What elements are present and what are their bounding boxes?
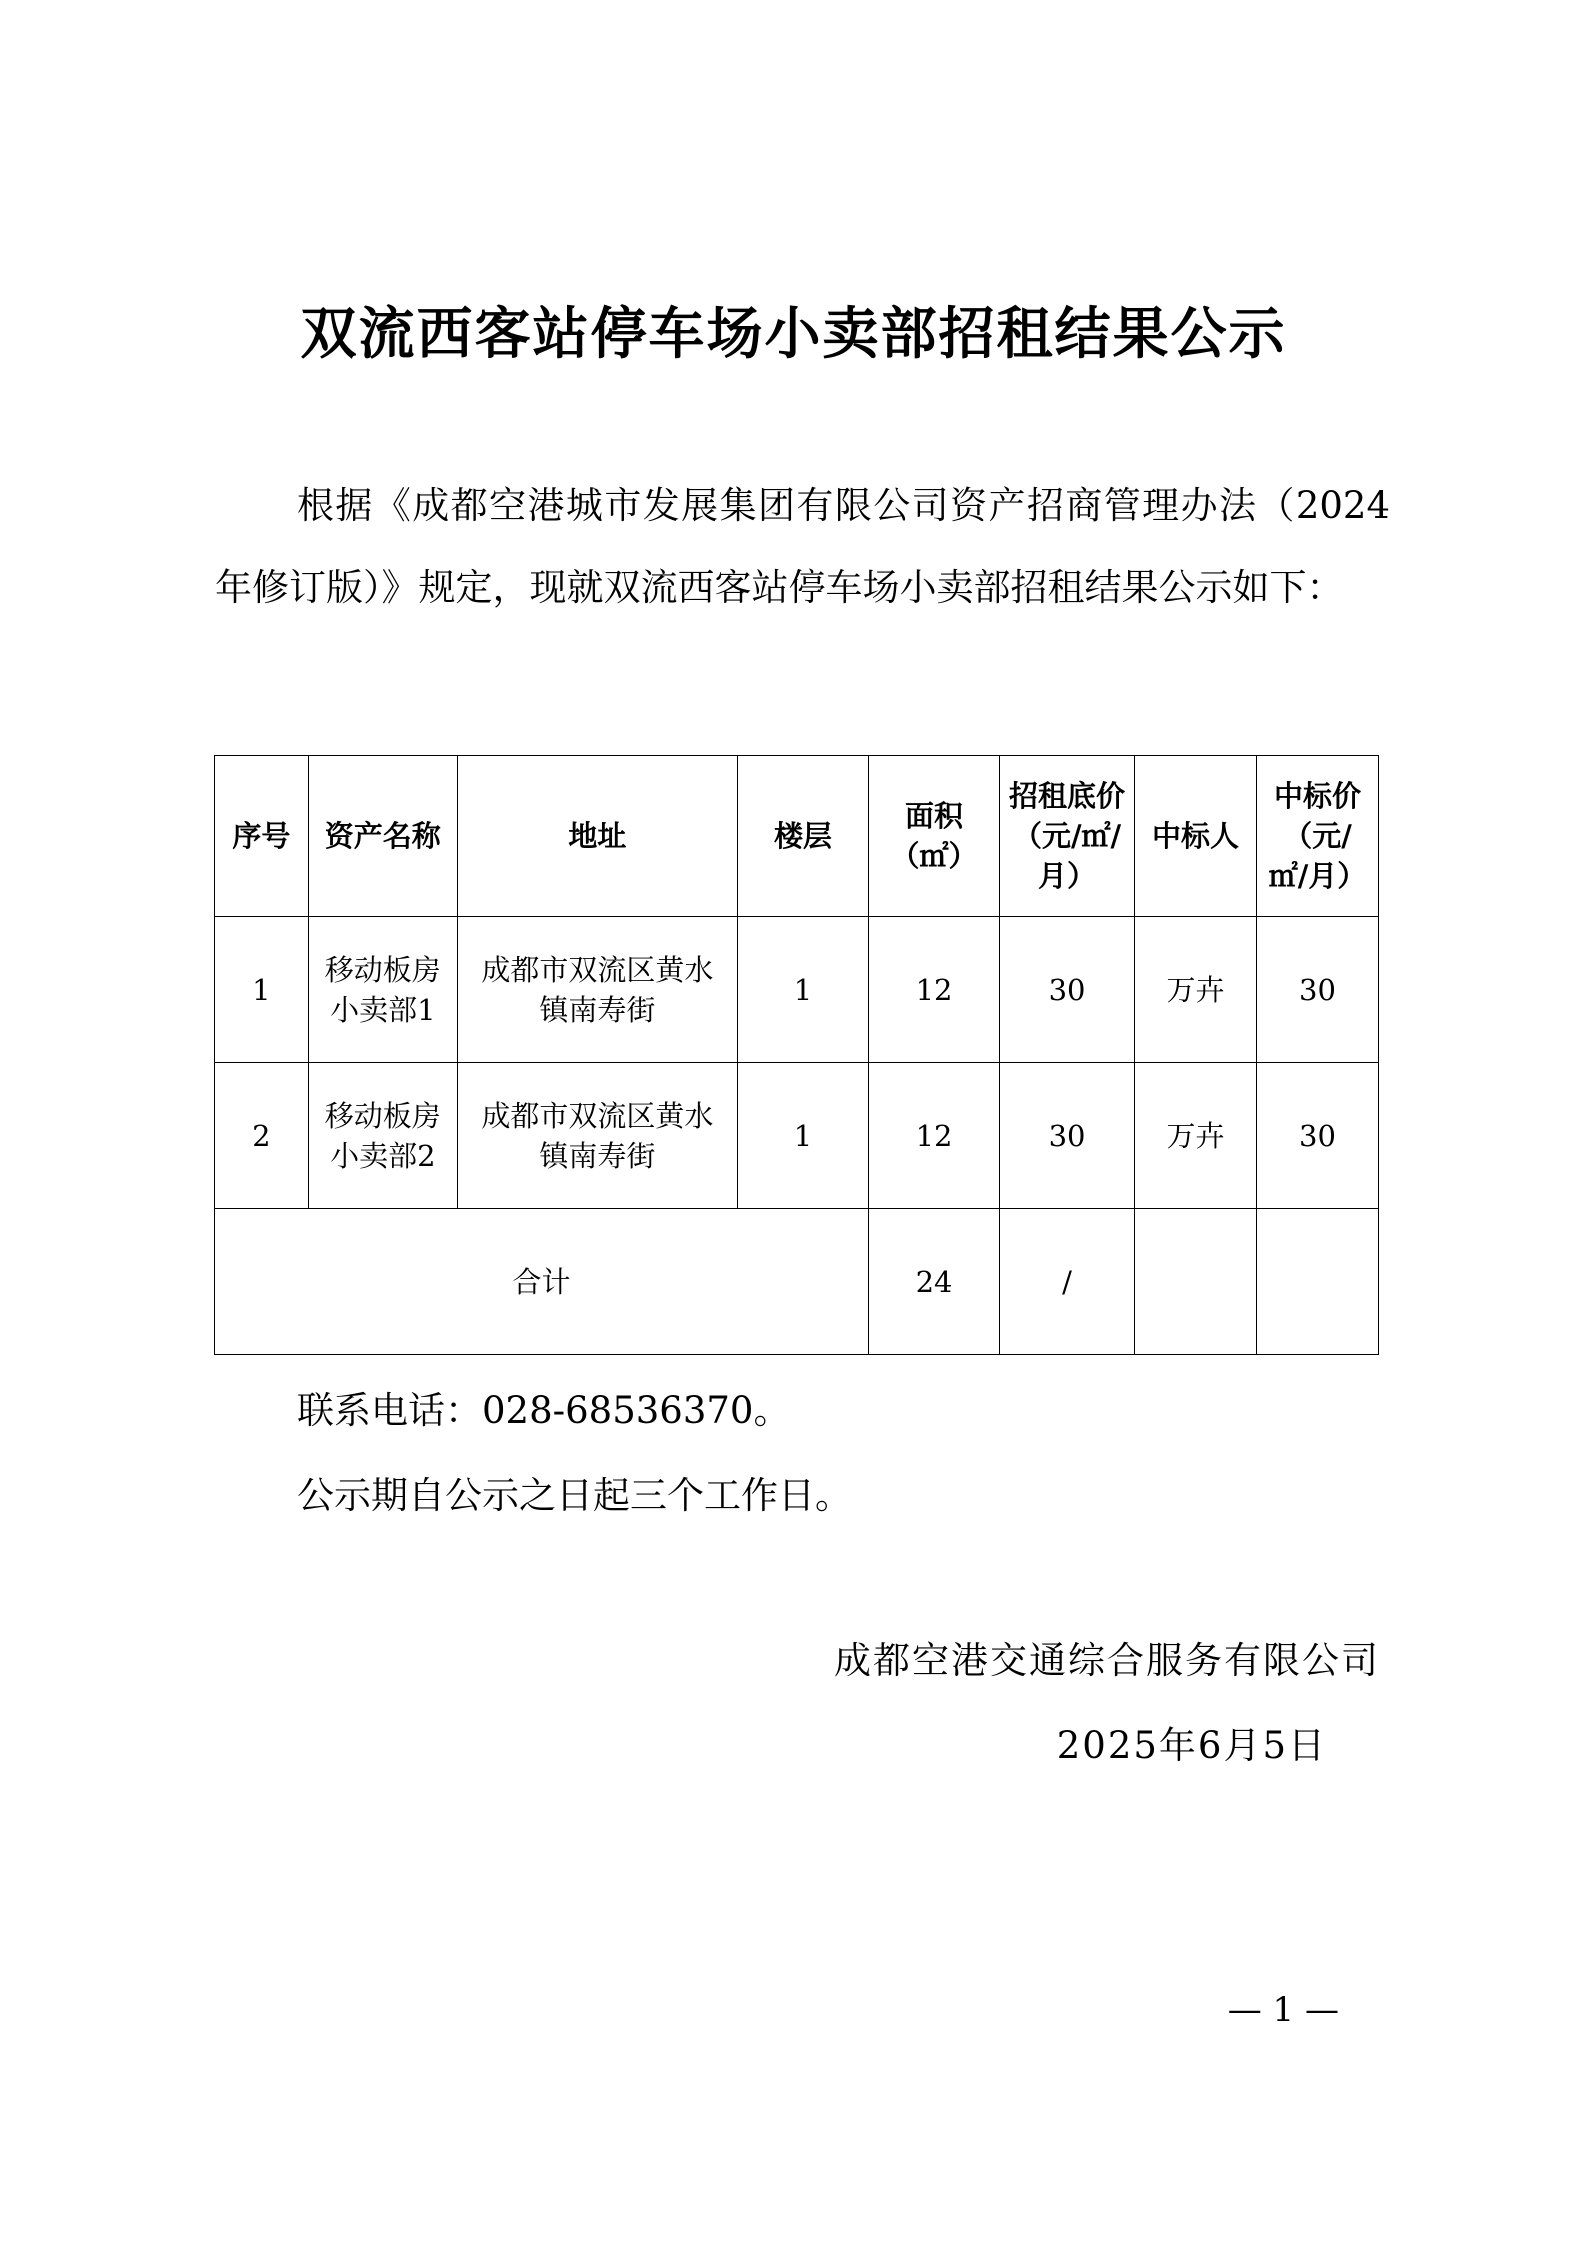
header-asset-name: 资产名称 (308, 756, 457, 917)
cell-base-price: 30 (1000, 1063, 1135, 1209)
cell-winning-price: 30 (1256, 917, 1378, 1063)
header-area: 面积（㎡） (869, 756, 1000, 917)
table-header-row (215, 756, 1379, 917)
header-floor: 楼层 (738, 756, 869, 917)
page-number: — 1 — (1227, 1990, 1339, 2030)
total-winning-price (1256, 1209, 1378, 1355)
cell-winning-price: 30 (1256, 1063, 1378, 1209)
issue-date: 2025年6月5日 (1056, 1724, 1327, 1767)
cell-asset-name: 移动板房小卖部1 (308, 917, 457, 1063)
header-base-price: 招租底价（元/㎡/月） (1000, 756, 1135, 917)
header-address: 地址 (457, 756, 737, 917)
cell-index: 2 (215, 1063, 309, 1209)
cell-winner: 万卉 (1135, 1063, 1257, 1209)
cell-winner: 万卉 (1135, 917, 1257, 1063)
cell-base-price: 30 (1000, 917, 1135, 1063)
table-row (215, 917, 1379, 1063)
header-winner: 中标人 (1135, 756, 1257, 917)
total-winner (1135, 1209, 1257, 1355)
cell-area: 12 (869, 917, 1000, 1063)
cell-floor: 1 (738, 1063, 869, 1209)
total-area: 24 (869, 1209, 1000, 1355)
cell-index: 1 (215, 917, 309, 1063)
header-index: 序号 (215, 756, 309, 917)
cell-address: 成都市双流区黄水镇南寿街 (457, 917, 737, 1063)
cell-address: 成都市双流区黄水镇南寿街 (457, 1063, 737, 1209)
total-label: 合计 (215, 1209, 869, 1355)
result-table (214, 755, 1379, 1355)
cell-asset-name: 移动板房小卖部2 (308, 1063, 457, 1209)
notice-period: 公示期自公示之日起三个工作日。 (297, 1474, 852, 1517)
header-winning-price: 中标价（元/㎡/月） (1256, 756, 1378, 917)
cell-area: 12 (869, 1063, 1000, 1209)
table-total-row (215, 1209, 1379, 1355)
total-base-price: / (1000, 1209, 1135, 1355)
cell-floor: 1 (738, 917, 869, 1063)
document-title: 双流西客站停车场小卖部招租结果公示 (300, 302, 1287, 367)
issuer-company: 成都空港交通综合服务有限公司 (834, 1639, 1380, 1682)
intro-paragraph: 根据《成都空港城市发展集团有限公司资产招商管理办法（2024年修订版）》规定，现就双流西客站停车场小卖部招租结果公示如下： (215, 484, 1390, 609)
table-row (215, 1063, 1379, 1209)
contact-phone: 联系电话：028-68536370。 (297, 1389, 791, 1432)
